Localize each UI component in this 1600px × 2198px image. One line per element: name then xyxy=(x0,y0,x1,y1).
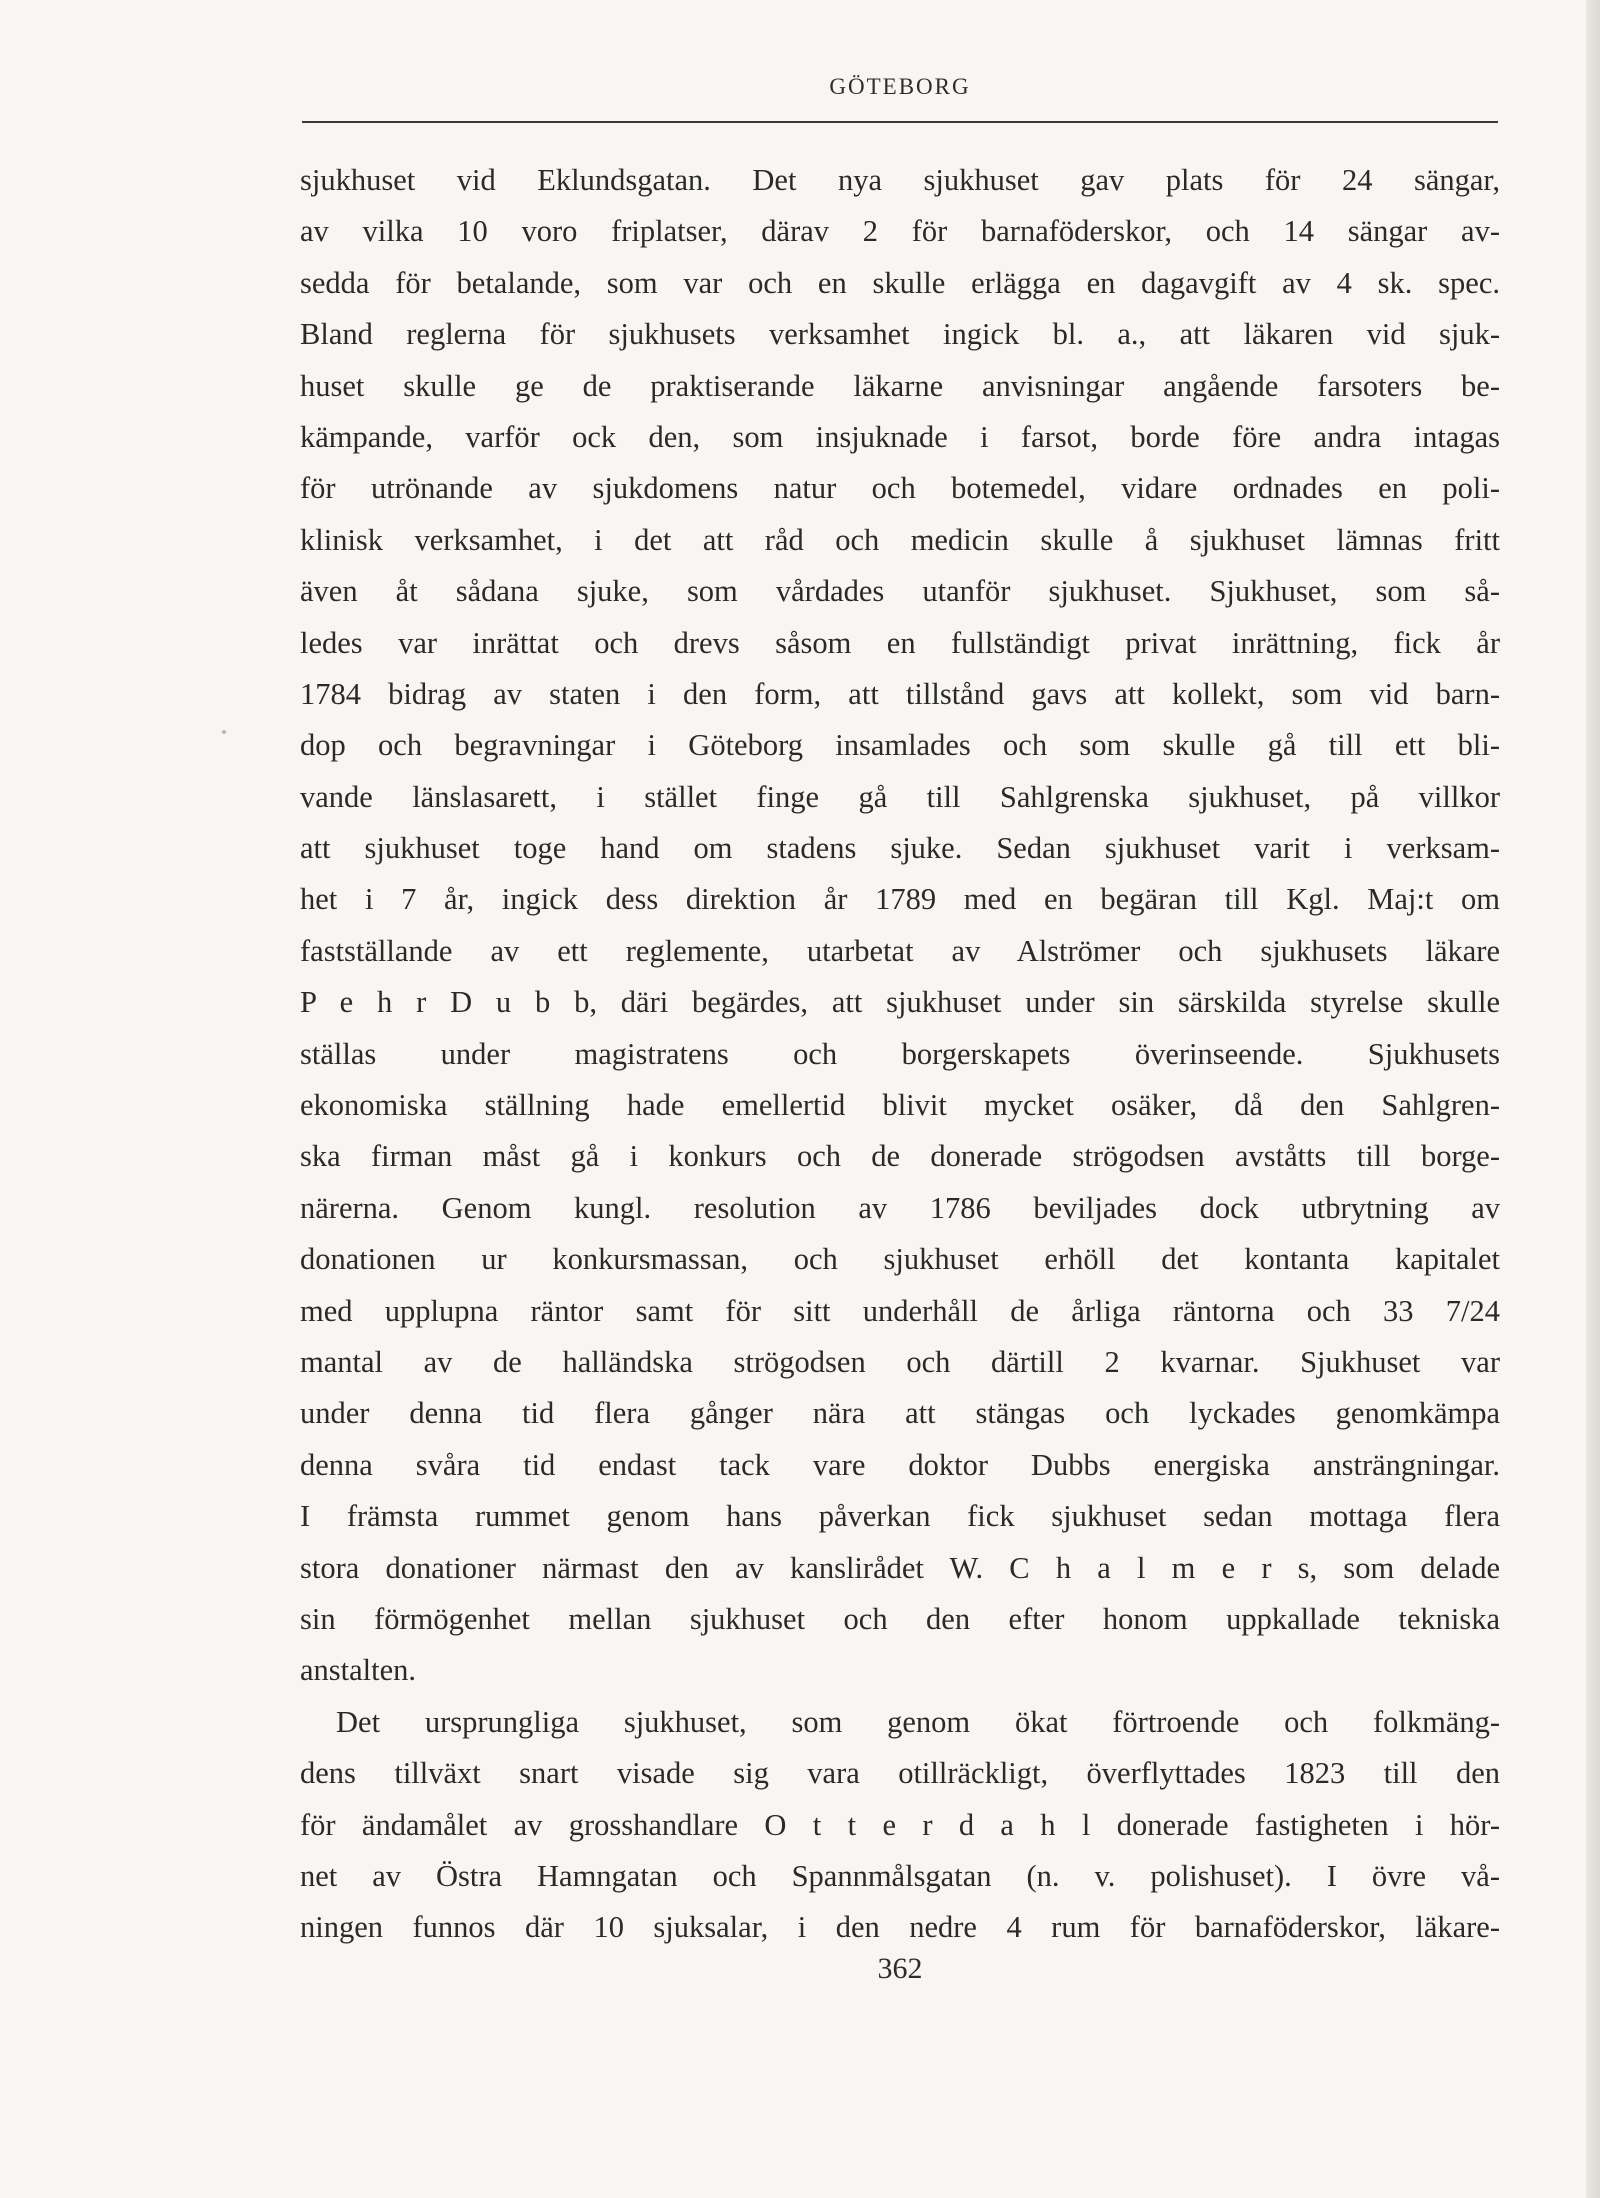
text-line: denna svåra tid endast tack vare doktor Dubbs energiska ansträngningar. xyxy=(300,1447,1500,1482)
body-text xyxy=(300,155,1500,1954)
text-line: stora donationer närmast den av kanslirådet W. C h a l m e r s, som delade xyxy=(300,1550,1500,1585)
paragraph-2 xyxy=(300,1697,1500,1954)
text-line: för ändamålet av grosshandlare O t t e r d a h l donerade fastigheten i hör- xyxy=(300,1807,1500,1842)
page-number: 362 xyxy=(877,1952,923,1985)
text-line: dop och begravningar i Göteborg insamlades och som skulle gå till ett bli- xyxy=(300,728,1500,763)
running-head: GÖTEBORG xyxy=(829,74,971,99)
text-line: dens tillväxt snart visade sig vara otillräckligt, överflyttades 1823 till den xyxy=(300,1756,1500,1791)
text-line: I främsta rummet genom hans påverkan fick sjukhuset sedan mottaga flera xyxy=(300,1499,1500,1534)
header-rule xyxy=(302,121,1498,123)
text-line: Det ursprungliga sjukhuset, som genom ökat förtroende och folkmäng- xyxy=(336,1704,1500,1739)
text-line: för utrönande av sjukdomens natur och botemedel, vidare ordnades en poli- xyxy=(300,471,1500,506)
paragraph-1 xyxy=(300,155,1500,1697)
text-line: ekonomiska ställning hade emellertid blivit mycket osäker, då den Sahlgren- xyxy=(300,1088,1500,1123)
text-line: ska firman måst gå i konkurs och de donerade strögodsen avståtts till borge- xyxy=(300,1139,1500,1174)
text-line: med upplupna räntor samt för sitt underhåll de årliga räntorna och 33 7/24 xyxy=(300,1293,1500,1328)
text-line: att sjukhuset toge hand om stadens sjuke. Sedan sjukhuset varit i verksam- xyxy=(300,831,1500,866)
paper-speck xyxy=(222,730,226,734)
text-line: sedda för betalande, som var och en skulle erlägga en dagavgift av 4 sk. spec. xyxy=(300,265,1500,300)
text-line: kämpande, varför ock den, som insjuknade i farsot, borde före andra intagas xyxy=(300,419,1500,454)
text-line: av vilka 10 voro friplatser, därav 2 för barnaföderskor, och 14 sängar av- xyxy=(300,214,1500,249)
text-line: net av Östra Hamngatan och Spannmålsgatan (n. v. polishuset). I övre vå- xyxy=(300,1858,1500,1893)
text-line: fastställande av ett reglemente, utarbetat av Alströmer och sjukhusets läkare xyxy=(300,933,1500,968)
text-line: även åt sådana sjuke, som vårdades utanför sjukhuset. Sjukhuset, som så- xyxy=(300,574,1500,609)
text-line: under denna tid flera gånger nära att stängas och lyckades genomkämpa xyxy=(300,1396,1500,1431)
page-edge xyxy=(1586,0,1600,2198)
text-line: närerna. Genom kungl. resolution av 1786 beviljades dock utbrytning av xyxy=(300,1190,1500,1225)
text-line: anstalten. xyxy=(300,1653,417,1688)
text-line: donationen ur konkursmassan, och sjukhuset erhöll det kontanta kapitalet xyxy=(300,1242,1500,1277)
text-line: P e h r D u b b, däri begärdes, att sjukhuset under sin särskilda styrelse skulle xyxy=(300,985,1500,1020)
text-line: vande länslasarett, i stället finge gå till Sahlgrenska sjukhuset, på villkor xyxy=(300,779,1500,814)
text-line: ningen funnos där 10 sjuksalar, i den nedre 4 rum för barnaföderskor, läkare- xyxy=(300,1910,1500,1945)
text-line: sjukhuset vid Eklundsgatan. Det nya sjukhuset gav plats för 24 sängar, xyxy=(300,163,1500,197)
text-line: huset skulle ge de praktiserande läkarne anvisningar angående farsoters be- xyxy=(300,368,1500,403)
text-line: Bland reglerna för sjukhusets verksamhet ingick bl. a., att läkaren vid sjuk- xyxy=(300,317,1500,352)
text-line: klinisk verksamhet, i det att råd och medicin skulle å sjukhuset lämnas fritt xyxy=(300,522,1500,557)
text-line: 1784 bidrag av staten i den form, att tillstånd gavs att kollekt, som vid barn- xyxy=(300,676,1500,711)
text-line: sin förmögenhet mellan sjukhuset och den efter honom uppkallade tekniska xyxy=(300,1601,1500,1636)
text-line: ledes var inrättat och drevs såsom en fullständigt privat inrättning, fick år xyxy=(300,625,1500,660)
text-line: ställas under magistratens och borgerskapets överinseende. Sjukhusets xyxy=(300,1036,1500,1071)
text-line: het i 7 år, ingick dess direktion år 1789 med en begäran till Kgl. Maj:t om xyxy=(300,882,1500,917)
text-line: mantal av de halländska strögodsen och därtill 2 kvarnar. Sjukhuset var xyxy=(300,1344,1500,1379)
